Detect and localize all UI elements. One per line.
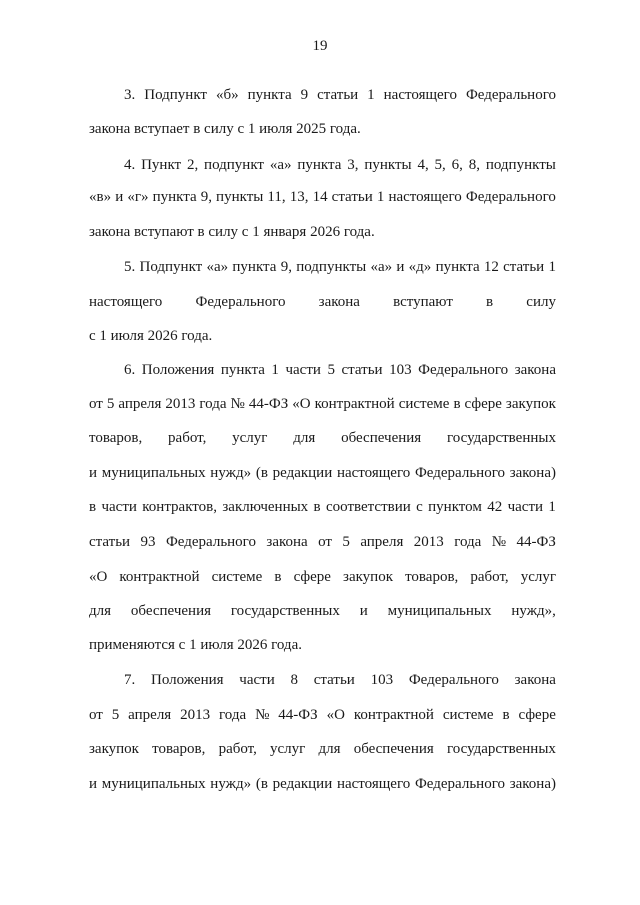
paragraph-4-line-2: от 5 апреля 2013 года № 44-ФЗ «О контрактной системе в сфере закупок: [89, 396, 556, 412]
page-number: 19: [312, 38, 328, 54]
paragraph-3-line-3: с 1 июля 2026 года.: [89, 328, 213, 344]
paragraph-1-line-1: 3. Подпункт «б» пункта 9 статьи 1 настоящего Федерального: [124, 87, 556, 103]
paragraph-2-line-1: 4. Пункт 2, подпункт «а» пункта 3, пункты 4, 5, 6, 8, подпункты: [124, 157, 556, 173]
paragraph-4-line-9: применяются с 1 июля 2026 года.: [89, 637, 302, 653]
paragraph-4-line-4: и муниципальных нужд» (в редакции настоящего Федерального закона): [89, 465, 556, 481]
paragraph-4-line-6: статьи 93 Федерального закона от 5 апреля 2013 года № 44-ФЗ: [89, 534, 556, 550]
paragraph-2-line-3: закона вступают в силу с 1 января 2026 года.: [89, 224, 375, 240]
paragraph-4-line-8: для обеспечения государственных и муниципальных нужд»,: [89, 603, 556, 619]
paragraph-5-line-2: от 5 апреля 2013 года № 44-ФЗ «О контрактной системе в сфере: [89, 707, 556, 723]
paragraph-1-line-2: закона вступает в силу с 1 июля 2025 года.: [89, 121, 361, 137]
paragraph-4-line-3: товаров, работ, услуг для обеспечения государственных: [89, 430, 556, 446]
paragraph-5-line-3: закупок товаров, работ, услуг для обеспечения государственных: [89, 741, 556, 757]
paragraph-3-line-2: настоящего Федерального закона вступают в силу: [89, 294, 556, 310]
paragraph-5-line-1: 7. Положения части 8 статьи 103 Федерального закона: [124, 672, 556, 688]
paragraph-4-line-5: в части контрактов, заключенных в соответствии с пунктом 42 части 1: [89, 499, 556, 515]
paragraph-2-line-2: «в» и «г» пункта 9, пункты 11, 13, 14 статьи 1 настоящего Федерального: [89, 189, 556, 205]
paragraph-5-line-4: и муниципальных нужд» (в редакции настоящего Федерального закона): [89, 776, 556, 792]
paragraph-3-line-1: 5. Подпункт «а» пункта 9, подпункты «а» и «д» пункта 12 статьи 1: [124, 259, 556, 275]
paragraph-4-line-7: «О контрактной системе в сфере закупок товаров, работ, услуг: [89, 569, 556, 585]
paragraph-4-line-1: 6. Положения пункта 1 части 5 статьи 103 Федерального закона: [124, 362, 556, 378]
